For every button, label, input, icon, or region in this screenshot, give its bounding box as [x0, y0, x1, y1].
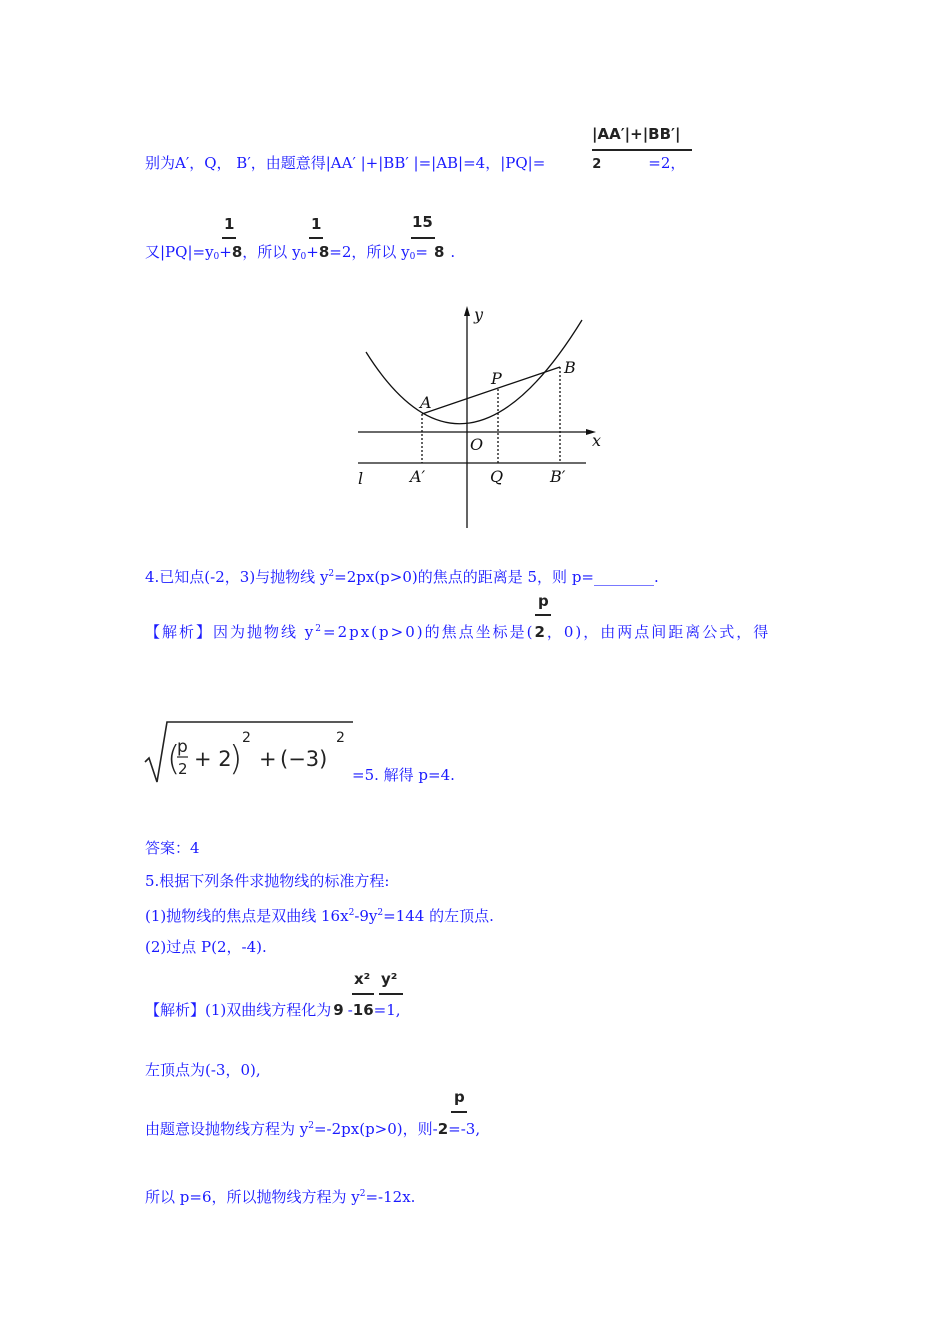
c1-a: (1)抛物线的焦点是双曲线 16x — [145, 907, 349, 925]
analysis-4-text-c: ，0)，由两点间距离公式，得 — [546, 623, 771, 641]
parabola-curve — [366, 320, 582, 424]
line-2-mid2: =2，所以 y — [329, 243, 410, 261]
a5-minus: - — [347, 1001, 353, 1019]
a5-frac1-bar — [352, 993, 374, 995]
result-line — [145, 1184, 415, 1207]
plus: + — [219, 243, 232, 261]
p-num: p — [177, 737, 188, 757]
analysis-4-sup: 2 — [315, 624, 323, 634]
line-2-mid: ，所以 y — [242, 243, 301, 261]
exp-1: 2 — [242, 730, 251, 746]
frac-3-num: 15 — [412, 213, 433, 231]
setup-frac-num: p — [454, 1088, 465, 1106]
label-l: l — [358, 469, 364, 488]
radical-after: =5. 解得 p=4. — [352, 766, 455, 784]
line-1 — [145, 153, 685, 175]
setup-frac-bar — [451, 1111, 467, 1113]
q4-sup: 2 — [328, 569, 335, 579]
analysis-tag: 【解析】 — [145, 623, 214, 641]
label-O: O — [470, 435, 484, 454]
frac-1-num: 1 — [224, 215, 235, 233]
setup-c: =-3, — [448, 1120, 481, 1138]
parabola-setup — [145, 1116, 480, 1139]
frac-1-bar — [222, 237, 236, 239]
question-5-condition-1 — [145, 903, 494, 926]
analysis-5-text-b: =1, — [373, 1001, 401, 1019]
c1-sup1: 2 — [348, 908, 355, 918]
plus-sign: + — [259, 747, 277, 771]
analysis-4-frac-den: 2 — [534, 623, 547, 641]
label-Q: Q — [490, 467, 504, 486]
frac-3-den: 8 — [433, 243, 445, 261]
left-vertex: 左顶点为(-3，0), — [145, 1061, 261, 1079]
plus-two: + 2 — [194, 747, 232, 771]
line-2-end: . — [450, 243, 456, 261]
a5-frac1-den: 9 — [333, 1001, 344, 1019]
distance-formula — [143, 718, 355, 788]
fraction-numerator: |AA′|+|BB′| — [592, 125, 681, 143]
line-1-after: =2， — [648, 154, 686, 172]
analysis-4-frac-num: p — [538, 592, 549, 610]
analysis-5 — [145, 1000, 401, 1020]
c1-sup2: 2 — [377, 908, 384, 918]
analysis-4-text-a: 因为抛物线 y — [213, 623, 316, 641]
right-paren-1: ) — [229, 739, 243, 779]
setup-b: =-2px(p>0)，则- — [313, 1120, 438, 1138]
question-5-title: 5.根据下列条件求抛物线的标准方程: — [145, 872, 390, 890]
label-B: B — [564, 358, 576, 377]
fraction-bar — [592, 149, 692, 151]
question-4 — [145, 564, 659, 587]
setup-a: 由题意设抛物线方程为 y — [145, 1120, 309, 1138]
fraction-denominator: 2 — [592, 157, 602, 172]
parabola-figure — [350, 300, 620, 532]
line-2-prefix: 又|PQ|=y — [145, 243, 214, 261]
left-paren-1: ( — [167, 739, 181, 779]
analysis-4 — [145, 619, 770, 642]
setup-sup: 2 — [308, 1121, 314, 1131]
label-y: y — [474, 305, 484, 324]
result-b: =-12x. — [365, 1188, 416, 1206]
plus-2: + — [306, 243, 319, 261]
label-A: A — [420, 393, 432, 412]
label-x: x — [592, 431, 602, 450]
line-2 — [145, 242, 455, 267]
setup-frac-den: 2 — [437, 1120, 449, 1138]
frac-2-num: 1 — [311, 215, 322, 233]
exp-2: 2 — [336, 730, 345, 746]
a5-frac1-num: x² — [354, 970, 371, 988]
label-A-prime: A′ — [410, 467, 426, 486]
analysis-4-text-b: =2px(p>0)的焦点坐标是( — [323, 623, 535, 641]
analysis-5-text-a: (1)双曲线方程化为 — [205, 1001, 332, 1019]
label-B-prime: B′ — [550, 467, 566, 486]
a5-frac2-bar — [379, 993, 403, 995]
eq: = — [415, 243, 428, 261]
frac-2-bar — [309, 237, 323, 239]
result-sup: 2 — [359, 1189, 366, 1199]
label-P: P — [491, 369, 502, 388]
sub-0: 0 — [213, 252, 220, 262]
frac-1-den: 8 — [231, 243, 243, 261]
frac-3-bar — [411, 237, 435, 239]
analysis-5-tag: 【解析】 — [145, 1001, 206, 1019]
a5-frac2-num: y² — [381, 970, 398, 988]
q4-text-a: 4.已知点(-2，3)与抛物线 y — [145, 568, 329, 586]
question-5-condition-2: (2)过点 P(2，-4). — [145, 938, 267, 956]
analysis-4-frac-bar — [535, 614, 551, 616]
result-a: 所以 p=6，所以抛物线方程为 y — [145, 1188, 360, 1206]
p-den: 2 — [178, 760, 188, 778]
a5-frac2-den: 16 — [352, 1001, 374, 1019]
y-arrow — [464, 306, 470, 316]
sub-2: 0 — [409, 252, 416, 262]
q4-text-b: =2px(p>0)的焦点的距离是 5，则 p=________. — [334, 568, 659, 586]
line-1-text: 别为A′，Q， B′，由题意得|AA′ |+|BB′ |=|AB|=4，|PQ|= — [145, 154, 546, 172]
frac-2-den: 8 — [318, 243, 330, 261]
answer-4: 答案：4 — [145, 839, 200, 857]
neg-three: (−3) — [280, 747, 328, 771]
sub-1: 0 — [300, 252, 307, 262]
c1-c: =144 的左顶点. — [383, 907, 494, 925]
c1-b: -9y — [354, 907, 378, 925]
